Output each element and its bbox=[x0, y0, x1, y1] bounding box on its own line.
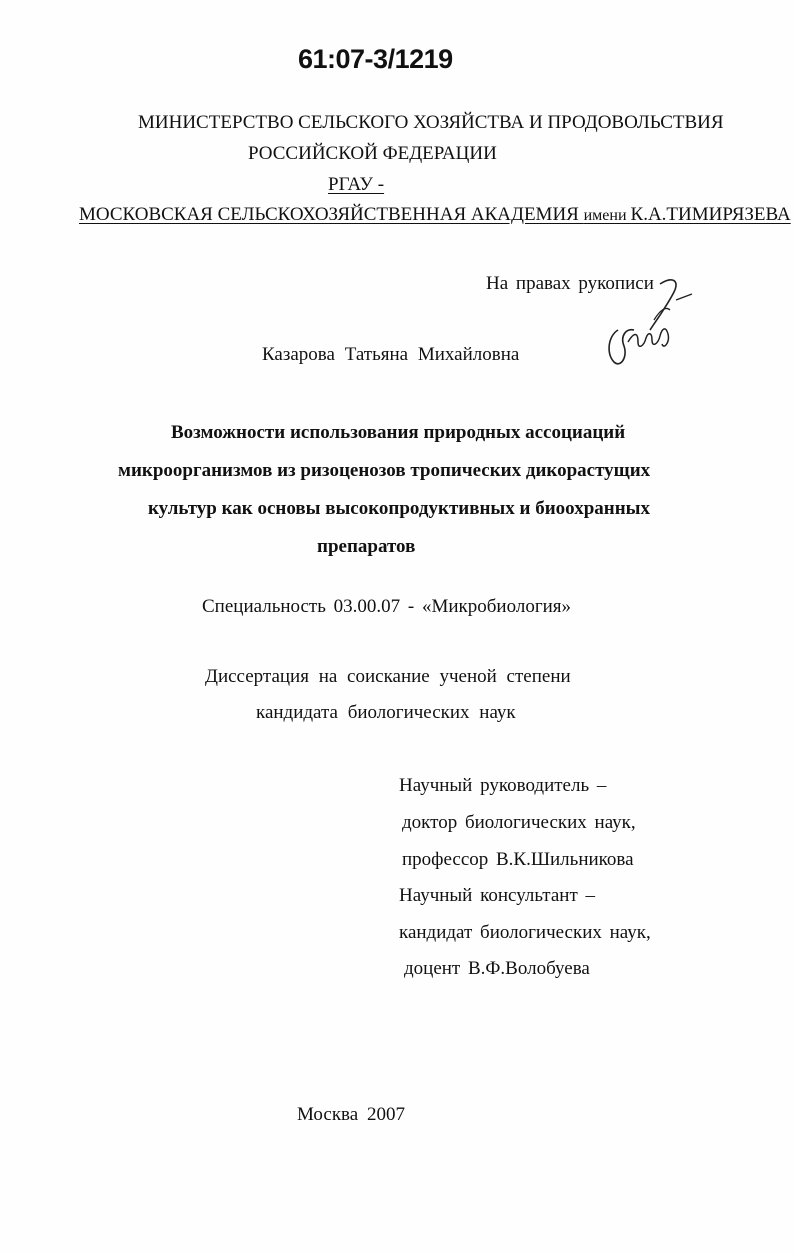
city-and-year: Москва 2007 bbox=[297, 1104, 405, 1125]
ministry-line-1: МИНИСТЕРСТВО СЕЛЬСКОГО ХОЗЯЙСТВА И ПРОДОВОЛЬСТВИЯ bbox=[138, 112, 724, 133]
author-name: Казарова Татьяна Михайловна bbox=[262, 344, 520, 365]
ministry-line-2: РОССИЙСКОЙ ФЕДЕРАЦИИ bbox=[248, 143, 497, 164]
supervisor-line-1: Научный руководитель – bbox=[399, 775, 607, 796]
academy-name-imeni: имени bbox=[583, 207, 631, 224]
dissertation-degree-line-2: кандидата биологических наук bbox=[256, 702, 516, 723]
academy-name bbox=[79, 204, 791, 226]
supervisor-line-2: доктор биологических наук, bbox=[402, 812, 636, 833]
title-line-2: микроорганизмов из ризоценозов тропических дикорастущих bbox=[118, 460, 651, 481]
title-line-4: препаратов bbox=[317, 536, 416, 557]
consultant-line-1: Научный консультант – bbox=[399, 885, 595, 906]
university-abbreviation: РГАУ - bbox=[328, 174, 385, 195]
handwritten-signature bbox=[598, 270, 698, 380]
specialty: Специальность 03.00.07 - «Микробиология» bbox=[202, 596, 572, 617]
consultant-line-2: кандидат биологических наук, bbox=[399, 922, 651, 943]
title-line-1: Возможности использования природных ассоциаций bbox=[171, 422, 626, 443]
catalog-number: 61:07-3/1219 bbox=[298, 44, 453, 74]
manuscript-rights-note: На правах рукописи bbox=[486, 273, 654, 294]
consultant-line-3: доцент В.Ф.Волобуева bbox=[404, 958, 590, 979]
supervisor-line-3: профессор В.К.Шильникова bbox=[402, 849, 634, 870]
dissertation-degree-line-1: Диссертация на соискание ученой степени bbox=[205, 666, 571, 687]
title-line-3: культур как основы высокопродуктивных и биоохранных bbox=[148, 498, 650, 519]
academy-name-namesake: К.А.ТИМИРЯЗЕВА bbox=[630, 204, 791, 225]
academy-name-main: МОСКОВСКАЯ СЕЛЬСКОХОЗЯЙСТВЕННАЯ АКАДЕМИЯ bbox=[79, 204, 584, 225]
